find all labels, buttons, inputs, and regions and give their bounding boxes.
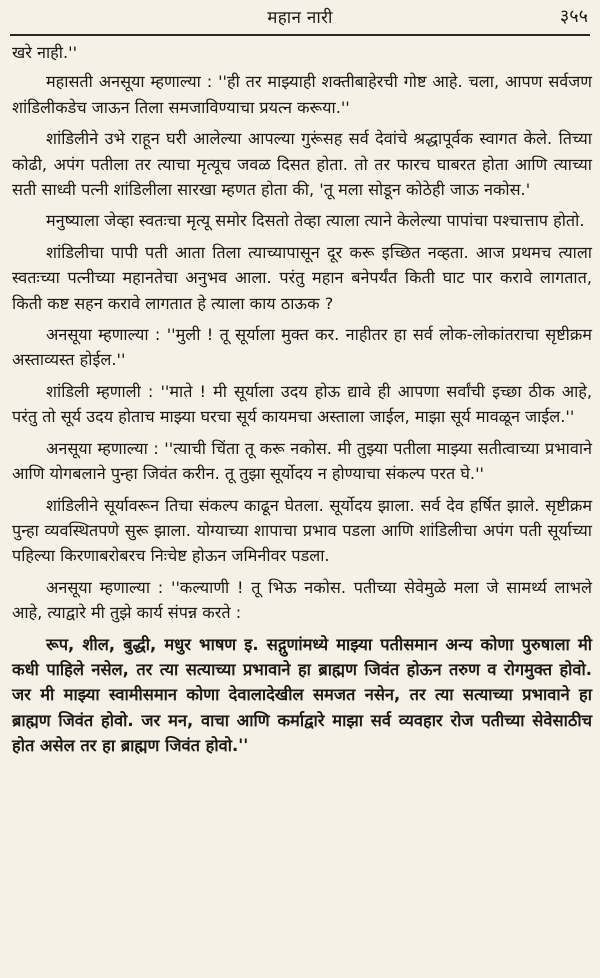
paragraph-anasuya-speech-4: अनसूया म्हणाल्या : ''कल्याणी ! तू भिऊ नकोस. पतीच्या सेवेमुळे मला जे सामर्थ्य लाभले आहे, त्याद्वारे मी तुझे कार्य संपन्न करते : (12, 577, 592, 623)
paragraph-anasuya-speech-2: अनसूया म्हणाल्या : ''मुली ! तू सूर्याला मुक्त कर. नाहीतर हा सर्व लोक-लोकांतराचा सृष्टीक्रम अस्ताव्यस्त होईल.'' (12, 325, 592, 370)
paragraph-shandili-welcome: शांडिलीने उभे राहून घरी आलेल्या आपल्या गुरूंसह सर्व देवांचे श्रद्धापूर्वक स्वागत केले. तिच्या कोढी, अपंग पतीला तर त्याचा मृत्यूच जवळ दिसत होता. तो तर फारच घाबरत होता आणि त्याच्या सती साध्वी पत्नी शांडिलीला सारखा म्हणत होता की, 'तू मला सोडून कोठेही जाऊ नकोस.' (12, 129, 592, 200)
blessing-verse: रूप, शील, बुद्धी, मधुर भाषण इ. सद्गुणांमध्ये माझ्या पतीसमान अन्य कोणा पुरुषाला मी कधी पाहिले नसेल, तर त्या सत्याच्या प्रभावाने हा ब्राह्मण जिवंत होऊन तरुण व रोगमुक्त होवो. जर मी माझ्या स्वामीसमान कोणा देवालादेखील समजत नसेन, तर त्या सत्याच्या प्रभावाने हा ब्राह्मण जिवंत होवो. जर मन, वाचा आणि कर्माद्वारे माझा सर्व व्यवहार रोज पतीच्या सेवेसाठीच होत असेल तर हा ब्राह्मण जिवंत होवो.'' (12, 634, 592, 756)
page-header (10, 0, 590, 36)
page-body (8, 36, 592, 759)
running-title: महान नारी (267, 8, 333, 28)
paragraph-shandili-reply: शांडिली म्हणाली : ''माते ! मी सूर्याला उदय होऊ द्यावे ही आपणा सर्वांची इच्छा ठीक आहे, परंतु तो सूर्य उदय होताच माझ्या घरचा सूर्य कायमचा अस्ताला जाईल, माझा सूर्य मावळून जाईल.'' (12, 381, 592, 427)
paragraph-husband-realization: शांडिलीचा पापी पती आता तिला त्याच्यापासून दूर करू इच्छित नव्हता. आज प्रथमच त्याला स्वतःच्या पत्नीच्या महानतेचा अनुभव आला. परंतु महान बनेपर्यंत किती घाट पार करावे लागतात, किती कष्ट सहन करावे लागतात हे त्याला काय ठाऊक ? (12, 242, 592, 313)
paragraph-anasuya-speech-1: महासती अनसूया म्हणाल्या : ''ही तर माझ्याही शक्तीबाहेरची गोष्ट आहे. चला, आपण सर्वजण शांडिलीकडेच जाऊन तिला समजाविण्याचा प्रयत्न करूया.'' (12, 72, 592, 117)
paragraph-repentance: मनुष्याला जेव्हा स्वतःचा मृत्यू समोर दिसतो तेव्हा त्याला त्याने केलेल्या पापांचा पश्चात्ताप होतो. (46, 211, 585, 231)
paragraph-anasuya-speech-3: अनसूया म्हणाल्या : ''त्याची चिंता तू करू नकोस. मी तुझ्या पतीला माझ्या सतीत्वाच्या प्रभावाने आणि योगबलाने पुन्हा जिवंत करीन. तू तुझा सूर्योदय न होण्याचा संकल्प परत घे.'' (12, 438, 592, 484)
page-number: ३५५ (559, 6, 588, 27)
paragraph-sunrise: शांडिलीने सूर्यावरून तिचा संकल्प काढून घेतला. सूर्योदय झाला. सर्व देव हर्षित झाले. सृष्टीक्रम पुन्हा व्यवस्थितपणे सुरू झाला. योग्याच्या शापाचा प्रभाव पडला आणि शांडिलीचा अपंग पती सूर्याच्या पहिल्या किरणाबरोबरच निःचेष्ट होऊन जमिनीवर पडला. (12, 495, 592, 566)
paragraph-continuation: खरे नाही.'' (12, 43, 78, 62)
